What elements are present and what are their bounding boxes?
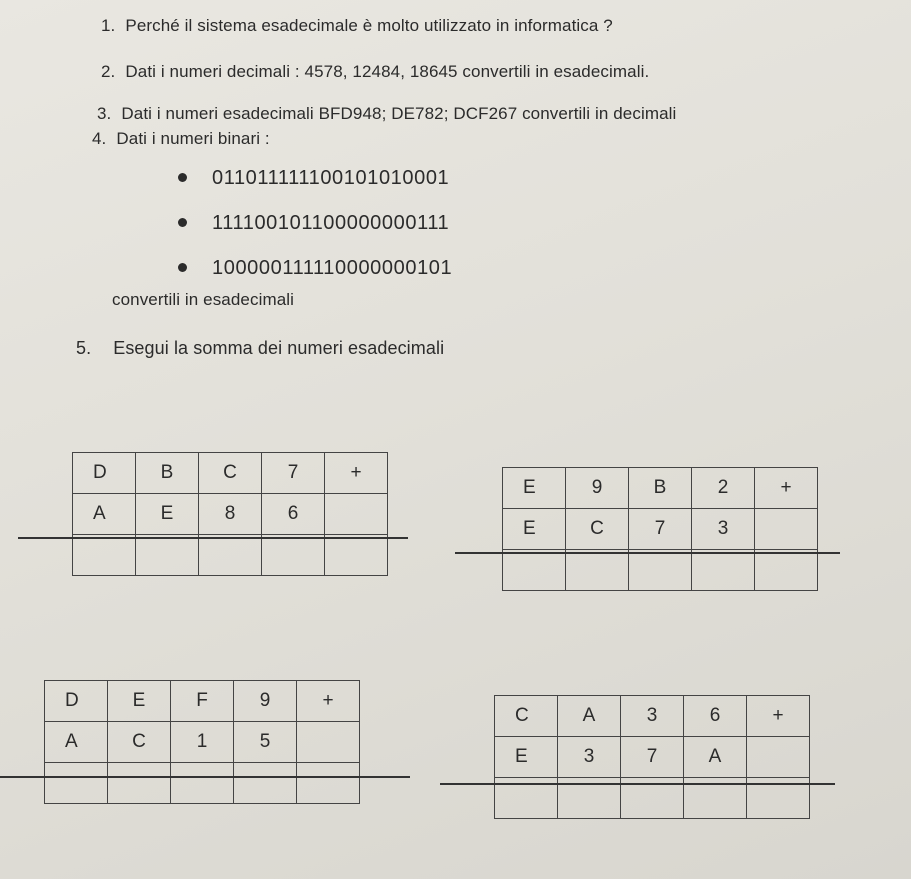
digit-cell: F [171, 681, 234, 722]
question-5-text: Esegui la somma dei numeri esadecimali [113, 338, 445, 358]
result-cell [503, 550, 566, 591]
addend-row-2 [495, 737, 810, 778]
digit-cell: 7 [629, 509, 692, 550]
digit-cell: E [136, 494, 199, 535]
sum-line-2 [455, 552, 840, 554]
result-cell [234, 763, 297, 804]
digit-cell: E [495, 737, 558, 778]
bullet-icon [178, 263, 187, 272]
digit-cell [297, 722, 360, 763]
digit-cell: 9 [234, 681, 297, 722]
result-cell [45, 763, 108, 804]
result-cell [297, 763, 360, 804]
addend-row-1 [503, 468, 818, 509]
result-cell [629, 550, 692, 591]
result-cell [199, 535, 262, 576]
question-4 [92, 129, 270, 149]
digit-cell: E [503, 468, 566, 509]
hex-sum-table-1 [72, 452, 388, 576]
addend-row-2 [73, 494, 388, 535]
digit-cell: C [108, 722, 171, 763]
digit-cell: 8 [199, 494, 262, 535]
digit-cell: B [629, 468, 692, 509]
result-row [73, 535, 388, 576]
bullet-icon [178, 173, 187, 182]
result-cell [171, 763, 234, 804]
binary-number-item [178, 164, 452, 209]
binary-number-value: 100000111110000000101 [212, 257, 453, 279]
digit-cell: B [136, 453, 199, 494]
question-5-number: 5. [76, 338, 92, 358]
result-cell [262, 535, 325, 576]
plus-sign-cell: + [297, 681, 360, 722]
question-4-number: 4. [92, 129, 107, 148]
digit-cell: 6 [262, 494, 325, 535]
addend-row-1 [45, 681, 360, 722]
result-cell [136, 535, 199, 576]
sum-line-1 [18, 537, 408, 539]
addend-row-2 [45, 722, 360, 763]
digit-cell: 9 [566, 468, 629, 509]
addend-row-2 [503, 509, 818, 550]
digit-cell: C [495, 696, 558, 737]
digit-cell [325, 494, 388, 535]
addend-row-1 [73, 453, 388, 494]
hex-sum-table-2 [502, 467, 818, 591]
result-cell [73, 535, 136, 576]
digit-cell: A [45, 722, 108, 763]
digit-cell: D [73, 453, 136, 494]
result-cell [108, 763, 171, 804]
digit-cell: 3 [621, 696, 684, 737]
digit-cell: 3 [558, 737, 621, 778]
plus-sign-cell: + [747, 696, 810, 737]
digit-cell: 1 [171, 722, 234, 763]
digit-cell: 7 [621, 737, 684, 778]
result-cell [325, 535, 388, 576]
hex-sum-table-4 [494, 695, 810, 819]
question-1-text: Perché il sistema esadecimale è molto utilizzato in informatica ? [125, 16, 613, 35]
binary-number-value: 111100101100000000111 [212, 212, 450, 234]
digit-cell: C [566, 509, 629, 550]
digit-cell: A [684, 737, 747, 778]
addend-row-1 [495, 696, 810, 737]
digit-cell: 5 [234, 722, 297, 763]
digit-cell: 3 [692, 509, 755, 550]
binary-number-list [178, 164, 452, 299]
question-1-number: 1. [101, 16, 116, 35]
digit-cell: E [503, 509, 566, 550]
bullet-icon [178, 218, 187, 227]
question-4-text: Dati i numeri binari : [116, 129, 270, 148]
digit-cell: 6 [684, 696, 747, 737]
hex-sum-table-3 [44, 680, 360, 804]
question-2 [101, 62, 649, 82]
question-3-number: 3. [97, 104, 112, 123]
binary-number-value: 011011111100101010001 [212, 167, 450, 189]
question-5 [76, 338, 444, 359]
digit-cell [755, 509, 818, 550]
binary-number-item [178, 209, 452, 254]
question-2-number: 2. [101, 62, 116, 81]
sum-line-3 [0, 776, 410, 778]
digit-cell: A [558, 696, 621, 737]
digit-cell: 2 [692, 468, 755, 509]
digit-cell [747, 737, 810, 778]
question-1 [101, 16, 613, 36]
plus-sign-cell: + [325, 453, 388, 494]
question-2-text: Dati i numeri decimali : 4578, 12484, 18645 convertili in esadecimali. [125, 62, 650, 81]
convert-instruction: convertili in esadecimali [112, 290, 295, 309]
result-cell [692, 550, 755, 591]
digit-cell: D [45, 681, 108, 722]
question-3 [97, 104, 676, 124]
result-row [45, 763, 360, 804]
digit-cell: A [73, 494, 136, 535]
sum-line-4 [440, 783, 835, 785]
plus-sign-cell: + [755, 468, 818, 509]
digit-cell: C [199, 453, 262, 494]
digit-cell: 7 [262, 453, 325, 494]
result-row [503, 550, 818, 591]
result-cell [566, 550, 629, 591]
question-3-text: Dati i numeri esadecimali BFD948; DE782; DCF267 convertili in decimali [121, 104, 677, 123]
result-cell [755, 550, 818, 591]
digit-cell: E [108, 681, 171, 722]
